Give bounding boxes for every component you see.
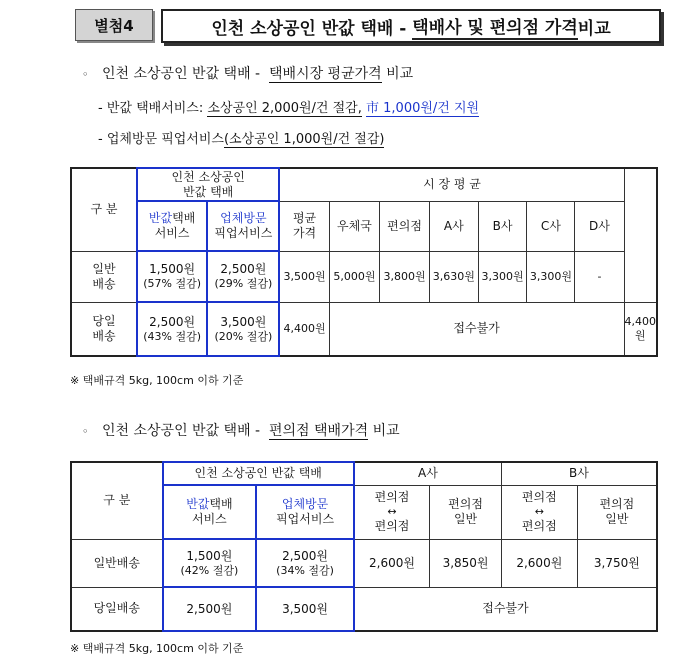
cell-company-c: 3,300원 <box>527 251 575 302</box>
visit-price-value: 2,500원 <box>282 548 329 563</box>
col-a-store-to-store <box>354 485 430 539</box>
table-row <box>71 587 657 631</box>
visit-price-value: 2,500원 <box>220 262 267 277</box>
general-line1: 편의점 <box>448 497 483 511</box>
section1-prefix: 인천 소상공인 반값 택배 - <box>102 66 265 82</box>
convenience-store-table <box>70 461 658 632</box>
col-half-rest-text: 택배 <box>209 497 233 511</box>
table2-footnote: ※ 택배규격 5kg, 100cm 이하 기준 <box>70 642 244 655</box>
cell-post-office: 5,000원 <box>329 251 380 302</box>
table1-incheon-group-header <box>137 168 280 201</box>
table2-group-header-row <box>71 462 657 485</box>
visit-price-value: 3,500원 <box>220 314 267 329</box>
title-suffix: 비교 <box>577 18 611 39</box>
cell-company-d: - <box>575 251 624 302</box>
row-label-same-day <box>71 302 137 356</box>
cell-average: 3,500원 <box>279 251 329 302</box>
half-price-saving: (43% 절감) <box>143 329 201 343</box>
cell-half-price: 2,500원 <box>163 587 257 631</box>
table-row <box>71 302 657 356</box>
cell-not-accepted: 접수불가 <box>329 302 624 356</box>
col-half-rest-text: 택배 <box>172 211 196 225</box>
cell-visit-price <box>256 539 354 587</box>
section1-sub1 <box>98 97 479 116</box>
col-convenience-store: 편의점 <box>380 201 430 251</box>
sub1-colon: : <box>198 101 204 116</box>
cell-a-store-to-store: 2,600원 <box>354 539 430 587</box>
col-half-line2: 서비스 <box>192 512 227 526</box>
document-title <box>161 9 661 43</box>
col-half-line2: 서비스 <box>154 226 190 240</box>
cell-company-d: 4,400원 <box>624 302 657 356</box>
section2-prefix: 인천 소상공인 반값 택배 - <box>102 423 265 439</box>
bidirectional-arrow-icon: ↔ <box>387 505 397 519</box>
col-b-store-to-store <box>501 485 577 539</box>
section2-heading <box>82 420 400 440</box>
col-a-store-general <box>430 485 502 539</box>
section2-bullet: ◦ <box>82 425 89 438</box>
table2-incheon-group-header: 인천 소상공인 반값 택배 <box>163 462 354 485</box>
visit-price-saving: (20% 절감) <box>214 329 273 343</box>
col-visit-line2: 픽업서비스 <box>214 226 273 240</box>
col-company-a: A사 <box>429 201 478 251</box>
cell-a-store-general: 3,850원 <box>430 539 502 587</box>
bidirectional-arrow-icon: ↔ <box>534 505 544 519</box>
col-post-office: 우체국 <box>329 201 380 251</box>
table1-group-header-row <box>71 168 657 201</box>
table2-company-a-header: A사 <box>354 462 502 485</box>
c2c-line1: 편의점 <box>374 490 410 505</box>
table1-category-header: 구 분 <box>71 168 137 251</box>
section1-highlight: 택배시장 평균가격 <box>269 66 382 82</box>
section2-suffix: 비교 <box>368 423 400 439</box>
col-b-store-general <box>577 485 657 539</box>
sub2-underlined: (소상공인 1,000원/건 절감) <box>223 132 385 147</box>
section2-highlight: 편의점 택배가격 <box>269 423 369 439</box>
row-label-general <box>71 251 137 302</box>
sub2-prefix: - 업체방문 픽업서비스 <box>98 132 224 147</box>
half-price-value: 2,500원 <box>149 314 196 329</box>
cell-visit-price <box>207 302 279 356</box>
incheon-group-line1: 인천 소상공인 <box>171 169 245 184</box>
half-price-saving: (42% 절감) <box>180 563 239 577</box>
title-prefix: 인천 소상공인 반값 택배 - <box>211 18 407 39</box>
table-row <box>71 251 657 302</box>
general-line1: 편의점 <box>599 497 635 511</box>
title-highlight: 택배사 및 편의점 가격 <box>412 13 578 40</box>
col-visit-pickup-service <box>256 485 354 539</box>
cell-visit-price <box>207 251 279 302</box>
col-company-d: D사 <box>575 201 624 251</box>
table2-category-header: 구 분 <box>71 462 163 539</box>
table1-column-header-row <box>71 201 657 251</box>
cell-company-a: 3,630원 <box>429 251 478 302</box>
col-average-price <box>279 201 329 251</box>
col-visit-blue-text: 업체방문 <box>220 211 267 225</box>
general-line2: 일반 <box>605 512 629 526</box>
row-label-general: 일반배송 <box>71 539 163 587</box>
table-row <box>71 539 657 587</box>
col-avg-line1: 평균 <box>292 211 317 225</box>
cell-half-price <box>137 302 207 356</box>
row-label-line2: 배송 <box>92 276 116 291</box>
cell-half-price <box>137 251 207 302</box>
section1-heading <box>82 63 413 83</box>
market-average-table <box>70 167 658 357</box>
c2c-line3: 편의점 <box>521 518 557 533</box>
general-line2: 일반 <box>453 512 478 526</box>
table1-market-group-header: 시 장 평 균 <box>279 168 624 201</box>
sub1-underlined: 소상공인 2,000원/건 절감, <box>207 101 362 116</box>
sub1-blue-support: 市 1,000원/건 지원 <box>366 101 480 116</box>
cell-average: 4,400원 <box>279 302 329 356</box>
document-title-row <box>75 9 661 45</box>
col-visit-blue-text: 업체방문 <box>281 497 329 511</box>
visit-price-saving: (29% 절감) <box>214 277 273 291</box>
cell-b-store-to-store: 2,600원 <box>501 539 577 587</box>
cell-company-b: 3,300원 <box>478 251 527 302</box>
c2c-line3: 편의점 <box>374 518 410 533</box>
col-half-price-service <box>163 485 257 539</box>
col-avg-line2: 가격 <box>292 226 317 240</box>
incheon-group-line2: 반값 택배 <box>183 184 234 199</box>
attachment-badge: 별첨4 <box>75 9 153 41</box>
row-label-line1: 당일 <box>92 313 116 328</box>
col-half-price-service <box>137 201 207 251</box>
col-half-blue-text: 반값 <box>186 497 210 511</box>
half-price-value: 1,500원 <box>149 262 196 277</box>
col-visit-line2: 픽업서비스 <box>276 512 335 526</box>
cell-half-price <box>163 539 257 587</box>
section1-suffix: 비교 <box>381 66 414 82</box>
col-visit-pickup-service <box>207 201 279 251</box>
col-half-blue-text: 반값 <box>148 211 173 225</box>
cell-visit-price: 3,500원 <box>256 587 354 631</box>
cell-b-store-general: 3,750원 <box>577 539 657 587</box>
row-label-line1: 일반 <box>92 261 116 276</box>
table1-footnote: ※ 택배규격 5kg, 100cm 이하 기준 <box>70 374 244 387</box>
visit-price-saving: (34% 절감) <box>276 563 334 577</box>
sub1-prefix: - 반값 택배서비스 <box>98 101 199 116</box>
section1-sub2 <box>98 128 384 147</box>
c2c-line1: 편의점 <box>521 490 557 505</box>
half-price-value: 1,500원 <box>186 548 233 563</box>
half-price-saving: (57% 절감) <box>143 277 201 291</box>
row-label-line2: 배송 <box>92 328 116 343</box>
row-label-same-day: 당일배송 <box>71 587 163 631</box>
table2-company-b-header: B사 <box>501 462 657 485</box>
cell-not-accepted: 접수불가 <box>354 587 657 631</box>
cell-convenience-store: 3,800원 <box>380 251 430 302</box>
col-company-c: C사 <box>527 201 575 251</box>
section1-bullet: ◦ <box>82 68 89 81</box>
col-company-b: B사 <box>478 201 527 251</box>
